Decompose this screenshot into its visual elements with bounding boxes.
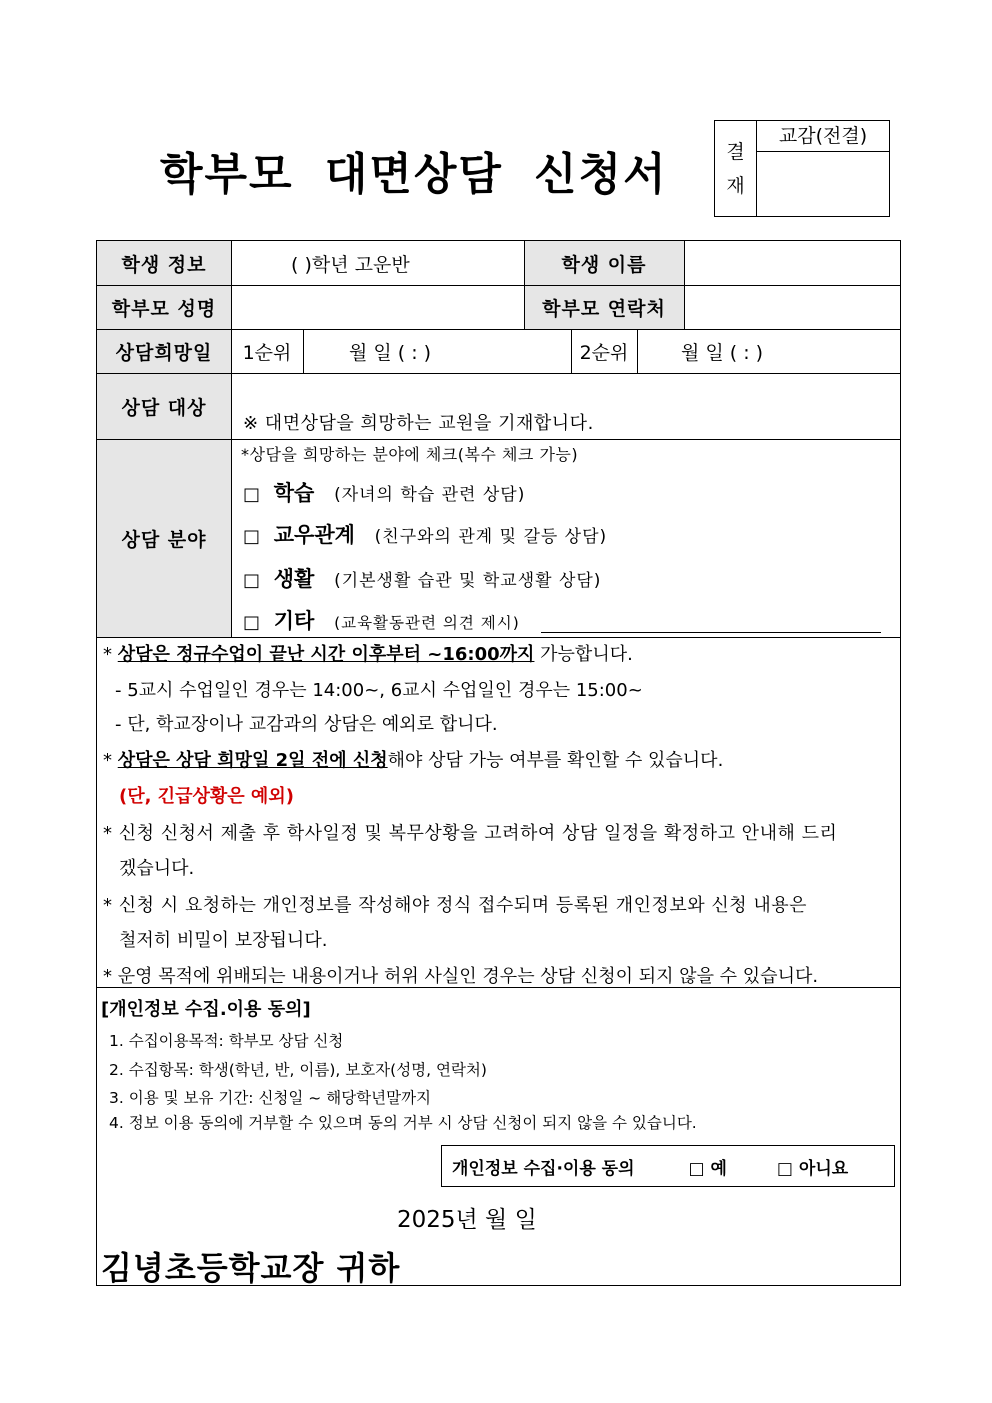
student-info-field[interactable]: ( )학년 고운반	[291, 253, 410, 276]
second-choice-field[interactable]: 월 일 ( : )	[681, 341, 764, 364]
table-divider	[524, 241, 525, 329]
approval-box	[714, 120, 890, 217]
privacy-consent-box	[441, 1145, 895, 1187]
parent-name-field[interactable]	[231, 285, 524, 329]
checkbox-icon[interactable]: □	[243, 526, 261, 547]
addressee: 김녕초등학교장 귀하	[101, 1249, 401, 1287]
parent-contact-label: 학부모 연락처	[524, 285, 684, 329]
note-bullet: *	[103, 644, 118, 665]
second-choice-label: 2순위	[579, 341, 629, 364]
first-choice-label: 1순위	[242, 341, 292, 364]
approval-head: 교감(전결)	[757, 121, 889, 152]
approval-label-2: 재	[726, 174, 745, 197]
table-divider	[97, 637, 900, 638]
note-3-line-1: * 신청 신청서 제출 후 학사일정 및 복무상황을 고려하여 상담 일정을 확정하고 안내해 드리	[103, 823, 838, 844]
note-2-emphasis: 상담은 상담 희망일 2일 전에 신청	[117, 750, 388, 771]
field-option-name: 교우관계	[273, 523, 355, 547]
date-line: 2025년 월 일	[397, 1207, 537, 1233]
privacy-title: [개인정보 수집.이용 동의]	[101, 999, 311, 1020]
checkbox-icon[interactable]: □	[243, 570, 261, 591]
field-option-desc: (기본생활 습관 및 학교생활 상담)	[334, 571, 602, 591]
field-option-desc: (친구와의 관계 및 갈등 상담)	[374, 527, 608, 547]
field-option-name: 학습	[273, 481, 315, 505]
note-2-rest: 해야 상담 가능 여부를 확인할 수 있습니다.	[387, 750, 724, 771]
approval-label-1: 결	[726, 140, 745, 163]
note-1	[103, 640, 633, 666]
table-divider	[97, 439, 900, 440]
note-bullet: *	[103, 750, 118, 771]
student-name-field[interactable]	[684, 241, 900, 285]
privacy-item-1: 1. 수집이용목적: 학부모 상담 신청	[109, 1032, 344, 1050]
field-option-other[interactable]	[243, 605, 520, 635]
consent-no-checkbox[interactable]: □ 아니요	[776, 1158, 849, 1179]
approval-sign-field[interactable]	[757, 151, 889, 216]
note-4-line-2: 철저히 비밀이 보장됩니다.	[119, 930, 328, 951]
field-option-life[interactable]	[243, 563, 601, 593]
student-name-label: 학생 이름	[524, 241, 684, 285]
target-field[interactable]	[231, 373, 900, 439]
parent-name-label: 학부모 성명	[97, 285, 231, 329]
field-option-study[interactable]	[243, 477, 525, 507]
privacy-item-3: 3. 이용 및 보유 기간: 신청일 ~ 해당학년말까지	[109, 1089, 432, 1107]
privacy-item-2: 2. 수집항목: 학생(학년, 반, 이름), 보호자(성명, 연락처)	[109, 1061, 487, 1079]
other-input-line[interactable]	[541, 632, 881, 633]
privacy-item-4: 4. 정보 이용 동의에 거부할 수 있으며 동의 거부 시 상담 신청이 되지 않을 수 있습니다.	[109, 1114, 697, 1132]
checkbox-icon[interactable]: □	[243, 612, 261, 633]
note-2	[103, 746, 723, 772]
privacy-consent-label: 개인정보 수집·이용 동의	[452, 1158, 635, 1179]
field-label: 상담 분야	[97, 439, 231, 637]
note-1-sub-2: - 단, 학교장이나 교감과의 상담은 예외로 합니다.	[115, 714, 498, 735]
page-title: 학부모 대면상담 신청서	[160, 149, 668, 200]
field-option-desc: (교육활동관련 의견 제시)	[334, 614, 520, 632]
note-2-exception: (단, 긴급상황은 예외)	[119, 786, 294, 807]
note-3-line-2: 겠습니다.	[119, 858, 195, 879]
checkbox-icon[interactable]: □	[243, 484, 261, 505]
note-5: * 운영 목적에 위배되는 내용이거나 허위 사실인 경우는 상담 신청이 되지 않을 수 있습니다.	[103, 966, 819, 987]
field-option-desc: (자녀의 학습 관련 상담)	[334, 485, 526, 505]
note-1-rest: 가능합니다.	[534, 644, 633, 665]
field-option-name: 생활	[273, 567, 315, 591]
note-1-sub-1: - 5교시 수업일인 경우는 14:00~, 6교시 수업일인 경우는 15:00~	[115, 680, 643, 701]
parent-contact-field[interactable]	[684, 285, 900, 329]
table-divider	[97, 373, 900, 374]
table-divider	[684, 241, 685, 329]
note-1-emphasis: 상담은 정규수업이 끝난 시간 이후부터 ~16:00까지	[117, 644, 535, 665]
first-choice-field[interactable]: 월 일 ( : )	[349, 341, 432, 364]
table-divider	[97, 329, 900, 330]
field-options	[231, 439, 900, 637]
approval-label	[715, 121, 757, 216]
table-divider	[637, 329, 638, 373]
table-divider	[231, 241, 232, 637]
field-instruction: *상담을 희망하는 분야에 체크(복수 체크 가능)	[241, 445, 579, 464]
table-divider	[97, 987, 900, 988]
consent-yes-checkbox[interactable]: □ 예	[688, 1158, 727, 1179]
table-divider	[97, 285, 900, 286]
target-label: 상담 대상	[97, 373, 231, 439]
application-form	[96, 240, 901, 1286]
target-note: ※ 대면상담을 희망하는 교원을 기재합니다.	[243, 413, 594, 434]
field-option-friendship[interactable]	[243, 519, 607, 549]
table-divider	[571, 329, 572, 373]
date-label: 상담희망일	[97, 329, 231, 373]
note-4-line-1: * 신청 시 요청하는 개인정보를 작성해야 정식 접수되며 등록된 개인정보와 신청 내용은	[103, 895, 808, 916]
field-option-name: 기타	[273, 609, 315, 633]
table-divider	[303, 329, 304, 373]
student-info-label: 학생 정보	[97, 241, 231, 285]
